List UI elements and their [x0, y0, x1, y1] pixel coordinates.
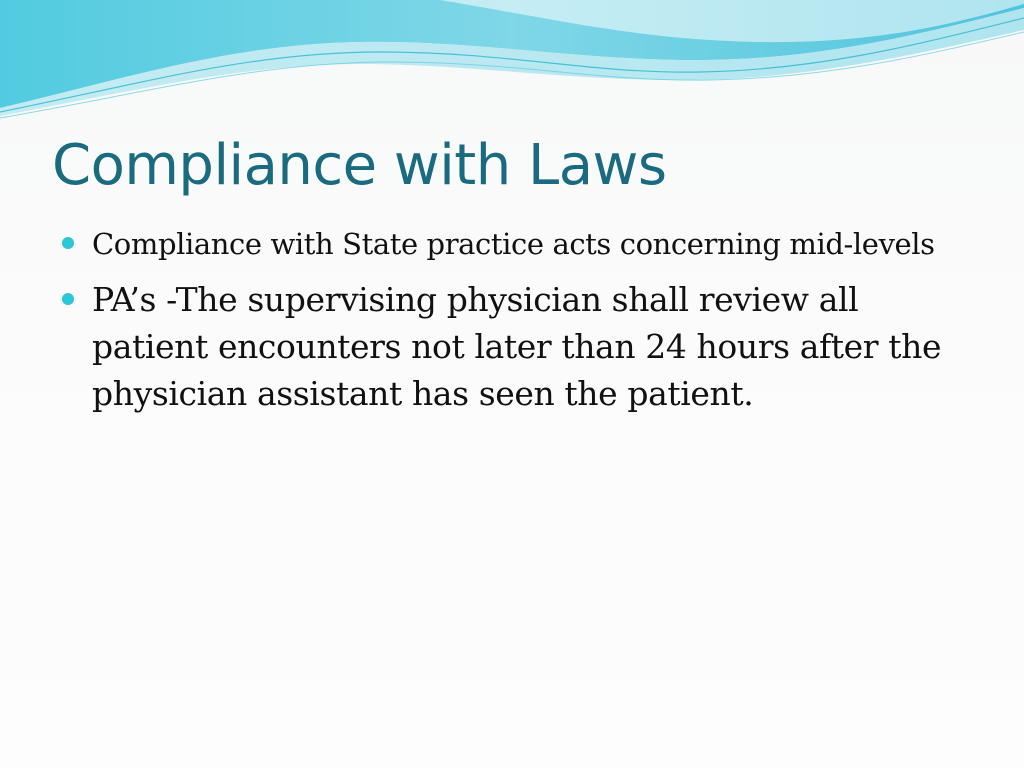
- bullet-text: PA’s -The supervising physician shall review all patient encounters not later than 24 hours after the physician assistant has seen the patient.: [92, 280, 942, 413]
- bullet-dot-icon: [62, 237, 74, 249]
- wave-header-decoration: [0, 0, 1024, 130]
- bullet-item: [62, 276, 942, 417]
- bullet-text: Compliance with State practice acts concerning mid-levels: [92, 227, 935, 261]
- slide-title: Compliance with Laws: [52, 133, 667, 198]
- bullet-item: [62, 222, 942, 266]
- bullet-dot-icon: [62, 293, 74, 305]
- bullet-list: [62, 222, 942, 417]
